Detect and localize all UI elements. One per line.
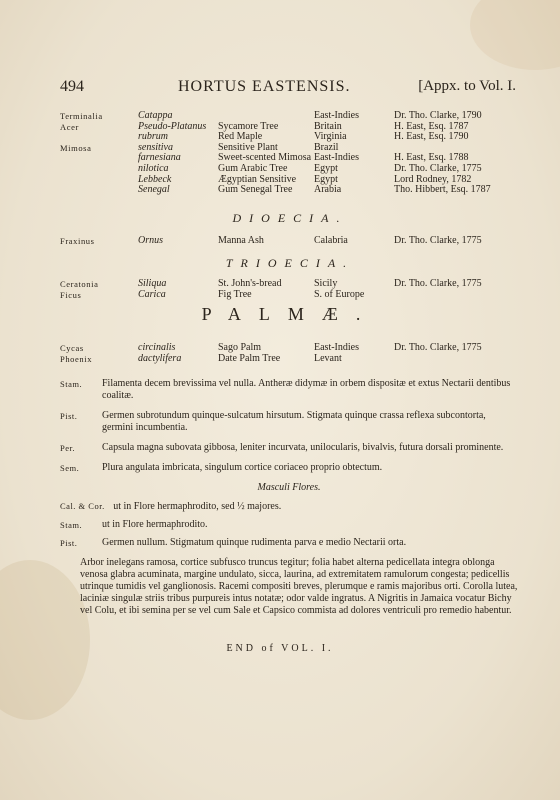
plant-origin: Virginia [314, 131, 347, 143]
plant-species: Senegal [138, 184, 170, 196]
stamens-entry [60, 378, 518, 402]
plant-list-trioecia [60, 279, 520, 300]
plant-genus: Acer [60, 121, 79, 132]
entry-text: Germen subrotundum quinque-sulcatum hirsutum. Stigmata quinque crassa reflexa subcontorta, germini incumbentia. [102, 410, 486, 433]
plant-origin: East-Indies [314, 110, 359, 121]
plant-common-name: Ægyptian Sensitive [218, 173, 297, 185]
plant-species: nilotica [138, 162, 169, 174]
plant-species: Carica [138, 288, 166, 300]
plant-origin: Britain [314, 120, 342, 132]
plant-row [60, 185, 520, 196]
plant-common-name: Sensitive Plant [218, 141, 278, 153]
male-flowers-heading: Masculi Flores. [257, 482, 321, 493]
plant-genus: Mimosa [60, 142, 92, 153]
plant-row [60, 290, 520, 301]
plant-row [60, 111, 520, 122]
entry-text: ut in Flore hermaphrodito. [102, 519, 208, 530]
entry-text: Filamenta decem brevissima vel nulla. Antheræ didymæ in orbem dispositæ et extus Nectarii dentibus coalitæ. [102, 378, 511, 401]
entry-label: Pist. [60, 538, 78, 548]
calyx-corolla-entry [60, 500, 518, 513]
plant-donor: Tho. Hibbert, Esq. 1787 [394, 184, 491, 196]
plant-common-name: St. John's-bread [218, 278, 282, 289]
plant-species: Siliqua [138, 278, 167, 289]
botanical-description [60, 378, 518, 617]
plant-donor: Dr. Tho. Clarke, 1775 [394, 235, 482, 246]
plant-common-name: Sycamore Tree [218, 120, 279, 132]
plant-species: Catappa [138, 110, 173, 121]
plant-row [60, 354, 520, 365]
plant-list-group [60, 111, 520, 196]
pistil-entry [60, 410, 518, 434]
page-number: 494 [60, 78, 84, 95]
plant-origin: S. of Europe [314, 288, 365, 300]
plant-common-name: Manna Ash [218, 235, 264, 246]
plant-origin: East-Indies [314, 342, 359, 353]
plant-catalogue [60, 110, 520, 364]
plant-donor: Dr. Tho. Clarke, 1775 [394, 342, 482, 353]
entry-text: ut in Flore hermaphrodito, sed ½ majores. [113, 501, 282, 512]
plant-origin: Brazil [314, 141, 339, 153]
plant-species: rubrum [138, 131, 169, 143]
plant-row [60, 343, 520, 354]
plant-donor: H. East, Esq. 1787 [394, 120, 469, 132]
section-title: [Appx. to Vol. I. [418, 78, 516, 94]
division-heading-dioecia: DIOECIA. [232, 211, 348, 225]
plant-genus: Phoenix [60, 353, 93, 364]
entry-label: Sem. [60, 463, 80, 473]
plant-list-palmae [60, 343, 520, 364]
page-stain [470, 0, 560, 70]
plant-common-name: Gum Arabic Tree [218, 162, 288, 174]
plant-row [60, 236, 520, 247]
page-header [60, 78, 516, 96]
entry-text: Germen nullum. Stigmatum quinque rudimenta parva e medio Nectarii orta. [102, 537, 407, 548]
plant-row [60, 132, 520, 143]
plant-species: dactylifera [138, 352, 182, 364]
male-stamens-entry [60, 519, 518, 531]
plant-common-name: Red Maple [218, 131, 263, 143]
plant-donor: H. East, Esq. 1790 [394, 131, 469, 143]
plant-row [60, 279, 520, 290]
entry-label: Cal. & Cor. [60, 501, 105, 511]
plant-donor: Dr. Tho. Clarke, 1775 [394, 278, 482, 289]
entry-label: Stam. [60, 520, 83, 530]
plant-row [60, 164, 520, 175]
plant-origin: Levant [314, 352, 342, 364]
plant-donor: Dr. Tho. Clarke, 1775 [394, 162, 482, 174]
entry-text: Capsula magna subovata gibbosa, leniter incurvata, unilocularis, bivalvis, futura dorsali prominente. [102, 442, 504, 453]
plant-origin: Egypt [314, 162, 338, 174]
plant-genus: Cycas [60, 343, 84, 353]
division-heading-palmae: PALMÆ. [201, 304, 379, 324]
plant-genus: Ceratonia [60, 279, 99, 289]
plant-origin: East-Indies [314, 152, 359, 164]
plant-common-name: Fig Tree [218, 288, 252, 300]
entry-label: Stam. [60, 379, 83, 389]
plant-species: Ornus [138, 235, 164, 246]
plant-genus: Ficus [60, 289, 82, 300]
plant-origin: Egypt [314, 173, 338, 185]
plant-origin: Sicily [314, 278, 338, 289]
plant-list-dioecia [60, 236, 520, 247]
plant-species: Pseudo-Platanus [138, 120, 207, 132]
plant-common-name: Date Palm Tree [218, 352, 281, 364]
entry-text: Plura angulata imbricata, singulum cortice coriaceo proprio obtectum. [102, 462, 383, 473]
male-pistil-entry [60, 537, 518, 549]
plant-origin: Arabia [314, 184, 342, 196]
pericarp-entry [60, 442, 518, 454]
plant-genus: Terminalia [60, 111, 103, 121]
division-heading-trioecia: TRIOECIA. [225, 256, 355, 270]
plant-common-name: Sweet-scented Mimosa [218, 152, 312, 164]
entry-label: Pist. [60, 411, 78, 421]
plant-species: circinalis [138, 342, 176, 353]
seeds-entry [60, 462, 518, 474]
plant-donor: Dr. Tho. Clarke, 1790 [394, 110, 482, 121]
entry-label: Per. [60, 443, 75, 453]
end-of-volume: END of VOL. I. [226, 643, 334, 654]
plant-species: sensitiva [138, 141, 173, 153]
plant-donor: H. East, Esq. 1788 [394, 152, 469, 164]
plant-common-name: Sago Palm [218, 342, 262, 353]
plant-common-name: Gum Senegal Tree [218, 184, 293, 196]
running-title: HORTUS EASTENSIS. [178, 78, 351, 95]
description-paragraph: Arbor inelegans ramosa, cortice subfusco truncus tegitur; folia habet alterna pedicellata integra oblonga venosa glabra acuminata, margine undulato, sicca, laurina, ad extremitatem ramulorum congesta; pedicellis utrinque tumidis vel ganglionosis. Racemi compositi breves, plerumque e ramis majoribus orti. Corolla lutea, laciniæ singulæ striis tribus purpureis intus notatæ; odor valde ingratus. A Nigritis in Jamaica vocatur Bichy vel Colu, et ibi semina per se vel cum Sale et Capsico commista ad dolores ventriculi pro remedio habentur. [80, 557, 518, 616]
plant-donor: Lord Rodney, 1782 [394, 173, 472, 185]
plant-species: Lebbeck [138, 173, 172, 185]
plant-genus: Fraxinus [60, 236, 95, 246]
plant-species: farnesiana [138, 152, 181, 164]
plant-origin: Calabria [314, 235, 348, 246]
